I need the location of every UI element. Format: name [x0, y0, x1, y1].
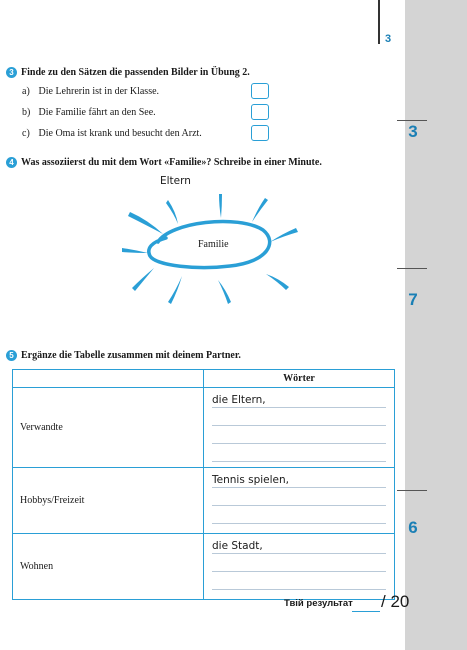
example-association: Eltern [160, 175, 191, 187]
ray-line [132, 268, 154, 291]
ray-line [252, 198, 268, 222]
ray-line [128, 212, 163, 234]
page-number: 3 [385, 33, 392, 45]
margin-line [378, 0, 380, 44]
table-header-words: Wörter [204, 370, 395, 388]
table-header-row [13, 370, 395, 388]
answer-lines[interactable] [204, 468, 395, 534]
result-input-line[interactable] [352, 611, 380, 612]
result-total: / 20 [381, 592, 410, 611]
task-number-badge: 4 [6, 157, 17, 168]
table-row [13, 534, 395, 600]
answer-lines[interactable] [204, 534, 395, 600]
answer-line[interactable]: die Eltern, [212, 390, 386, 408]
row-category: Hobbys/Freizeit [13, 468, 204, 534]
item-text: Die Familie fährt an den See. [38, 107, 156, 118]
task4-heading [6, 157, 322, 168]
center-word: Familie [198, 239, 229, 250]
answer-line[interactable]: die Stadt, [212, 536, 386, 554]
sun-mindmap-diagram [118, 190, 308, 310]
score-task3: 3 [408, 122, 418, 141]
score-task4: 7 [408, 290, 418, 309]
task5-heading [6, 350, 241, 361]
item-letter: b) [22, 107, 31, 118]
answer-line[interactable] [212, 444, 386, 462]
score-divider [397, 268, 427, 269]
answer-line[interactable] [212, 506, 386, 524]
answer-line[interactable] [212, 426, 386, 444]
ray-line [218, 280, 231, 304]
task-number-badge: 5 [6, 350, 17, 361]
answer-box-b[interactable] [251, 104, 269, 120]
task-number-badge: 3 [6, 67, 17, 78]
ray-line [168, 276, 182, 304]
ray-line [219, 194, 222, 218]
answer-lines[interactable] [204, 388, 395, 468]
answer-box-a[interactable] [251, 83, 269, 99]
answer-line[interactable] [212, 488, 386, 506]
answer-line[interactable]: Tennis spielen, [212, 470, 386, 488]
task3-item-b [22, 107, 156, 118]
answer-box-c[interactable] [251, 125, 269, 141]
table-header-empty [13, 370, 204, 388]
task4-instruction: Was assoziierst du mit dem Wort «Familie»? Schreibe in einer Minute. [21, 157, 322, 168]
answer-line[interactable] [212, 554, 386, 572]
row-category: Wohnen [13, 534, 204, 600]
ray-line [266, 274, 289, 290]
row-category: Verwandte [13, 388, 204, 468]
item-letter: a) [22, 86, 30, 97]
table-row [13, 388, 395, 468]
ray-line [122, 248, 148, 253]
answer-line[interactable] [212, 572, 386, 590]
item-text: Die Oma ist krank und besucht den Arzt. [38, 128, 202, 139]
item-letter: c) [22, 128, 30, 139]
score-sidebar [405, 0, 467, 650]
score-task5: 6 [408, 518, 418, 537]
ray-line [270, 228, 298, 242]
ray-line [166, 200, 178, 224]
answer-line[interactable] [212, 408, 386, 426]
task3-item-c [22, 128, 202, 139]
score-divider [397, 120, 427, 121]
score-divider [397, 490, 427, 491]
result-label: Твій результат [284, 598, 353, 609]
table-row [13, 468, 395, 534]
item-text: Die Lehrerin ist in der Klasse. [38, 86, 160, 97]
task3-instruction: Finde zu den Sätzen die passenden Bilder in Übung 2. [21, 67, 250, 78]
task5-instruction: Ergänze die Tabelle zusammen mit deinem Partner. [21, 350, 241, 361]
task3-heading [6, 67, 250, 78]
task3-item-a [22, 86, 159, 97]
word-table [12, 369, 395, 600]
